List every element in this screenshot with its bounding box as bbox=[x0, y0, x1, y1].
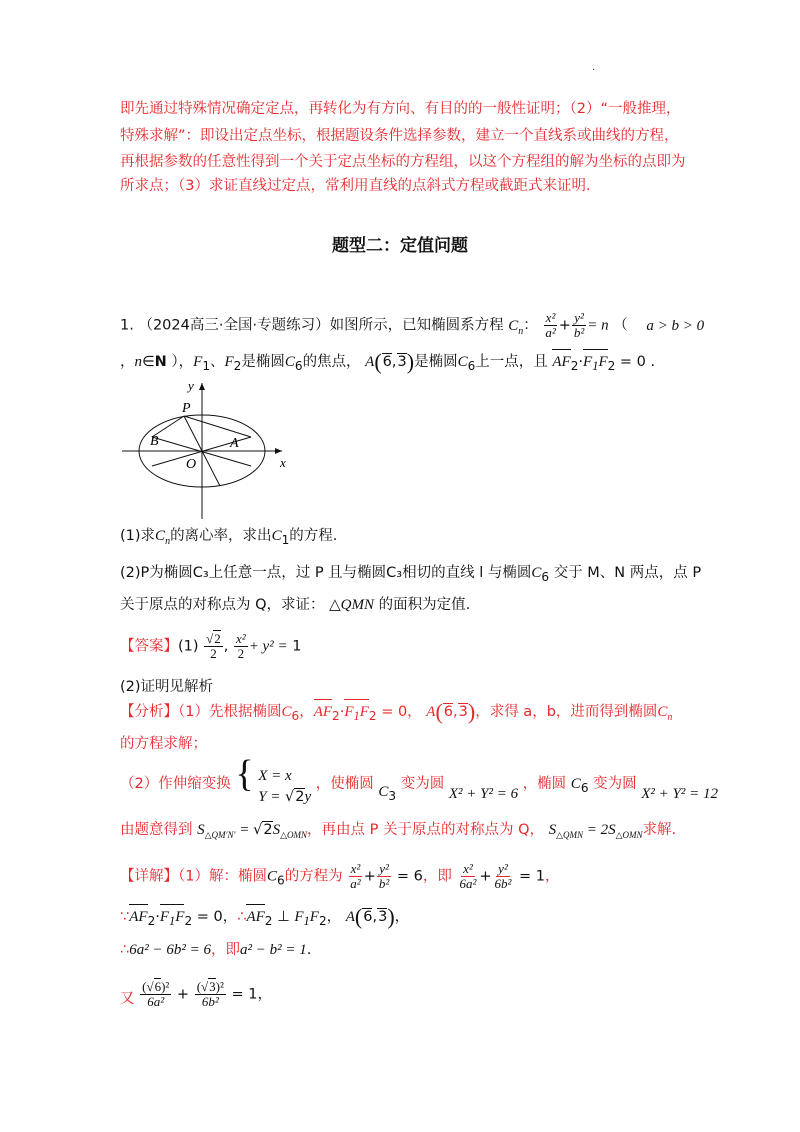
frac-y2-b2: $\frac{\text{y²}}{\text{b²}}$ bbox=[573, 310, 585, 340]
x-axis-arrow bbox=[275, 448, 282, 454]
problem-line-1: 1. （2024高三·全国·专题练习）如图所示，已知椭圆系方程 $C_n$： $\frac{\text{x²}}{\text{a²}}$ + $\frac{\text{y²}}{\text{b²}}$ = n （ a > b > 0 bbox=[120, 310, 705, 340]
question-2-line-2: 关于原点的对称点为 Q，求证： △QMN 的面积为定值. bbox=[120, 597, 471, 613]
question-1: (1)求$C_n$的离心率，求出$C_1$的方程. bbox=[120, 528, 338, 547]
analysis-line-1: 【分析】（1）先根据椭圆$C_6$，$AF_2\cdot F_1F_2 = 0$， A(6,3)，求得 a，b，进而得到椭圆$C_n$ bbox=[120, 699, 673, 724]
label-a: A bbox=[230, 436, 239, 451]
intro-line-2: 特殊求解”：即设出定点坐标，根据题设条件选择参数，建立一个直线系或曲线的方程， bbox=[120, 128, 679, 144]
analysis-line-4: 由题意得到 $S_{\triangle QM'N'} = √2S_{\triangle OMN}$，再由点 P 关于原点的对称点为 Q， $S_{\triangle QMN} = 2S_{\triangle OMN}$求解. bbox=[120, 822, 677, 840]
detail-line-4: 又 $\frac{\text{(√6)²}}{\text{6a²}}$ + $\frac{\text{(√3)²}}{\text{6b²}}$ = 1， bbox=[120, 979, 272, 1009]
intro-line-3: 再根据参数的任意性得到一个关于定点坐标的方程组，以这个方程组的解为坐标的点即为 bbox=[120, 154, 686, 170]
label-b: B bbox=[150, 434, 159, 449]
analysis-tag: 【分析】 bbox=[120, 704, 178, 720]
intro-line-1: 即先通过特殊情况确定定点，再转化为有方向、有目的的一般性证明；（2）“一般推理， bbox=[120, 101, 681, 117]
ellipse-figure bbox=[120, 375, 295, 523]
detail-tag: 【详解】 bbox=[120, 868, 178, 885]
problem-number: 1. bbox=[120, 317, 134, 334]
detail-line-1: 【详解】（1）解：椭圆$C_6$的方程为 $\frac{\text{x²}}{\text{a²}}$ + $\frac{\text{y²}}{\text{b²}}$ = 6，即 $\frac{\text{x²}}{\text{6a²}}$ + $\frac{\text{y²}}{\text{6b²}}$ = 1， bbox=[120, 861, 560, 891]
problem-source: （2024高三·全国·专题练习）如图所示，已知椭圆系方程 bbox=[138, 317, 504, 334]
y-axis-arrow bbox=[199, 383, 205, 390]
page-mark: . bbox=[592, 62, 596, 73]
detail-line-2: $\because AF_2\cdot F_1F_2 = 0$，$\therefore AF_2$ ⊥ $F_1F_2$， A(6,3)， bbox=[120, 904, 410, 929]
analysis-line-3: （2）作伸缩变换 { X = x Y = √2y ，使椭圆 $C_3$ 变为圆 X² + Y² = 6 ，椭圆 $C_6$ 变为圆 X² + Y² = 12 bbox=[120, 753, 718, 805]
question-2: (2)P为椭圆C₃上任意一点，过 P 且与椭圆C₃相切的直线 l 与椭圆$C_6$ 交于 M、N 两点，点 P bbox=[120, 565, 702, 584]
label-x: x bbox=[280, 455, 286, 470]
ellipse-family-symbol: $C_n$ bbox=[508, 317, 524, 337]
section-title: 题型二：定值问题 bbox=[332, 236, 468, 256]
detail-line-3: ∴6a² − 6b² = 6，即a² − b² = 1. bbox=[120, 942, 312, 958]
chord-pa bbox=[184, 416, 251, 437]
answer-part-2: (2)证明见解析 bbox=[120, 679, 214, 695]
label-o: O bbox=[186, 457, 197, 472]
label-p: P bbox=[182, 401, 191, 416]
frac-x2-a2: $\frac{\text{x²}}{\text{a²}}$ bbox=[545, 310, 556, 340]
problem-line-2: ，n∈N ），$F_1$、$F_2$是椭圆$C_6$的焦点， A(6,3)是椭圆$C_6$上一点，且 $AF_2\cdot F_1F_2 = 0$ . bbox=[120, 349, 656, 374]
label-y: y bbox=[188, 378, 194, 393]
analysis-line-2: 的方程求解； bbox=[120, 736, 207, 752]
answer-tag: 【答案】 bbox=[120, 638, 178, 655]
answer: 【答案】(1) $\frac{√2}{2}$ , $\frac{\text{x²}}{2}$ + y² = 1 bbox=[120, 631, 302, 661]
intro-line-4: 所求点；（3）求证直线过定点，常利用直线的点斜式方程或截距式来证明. bbox=[120, 178, 591, 194]
